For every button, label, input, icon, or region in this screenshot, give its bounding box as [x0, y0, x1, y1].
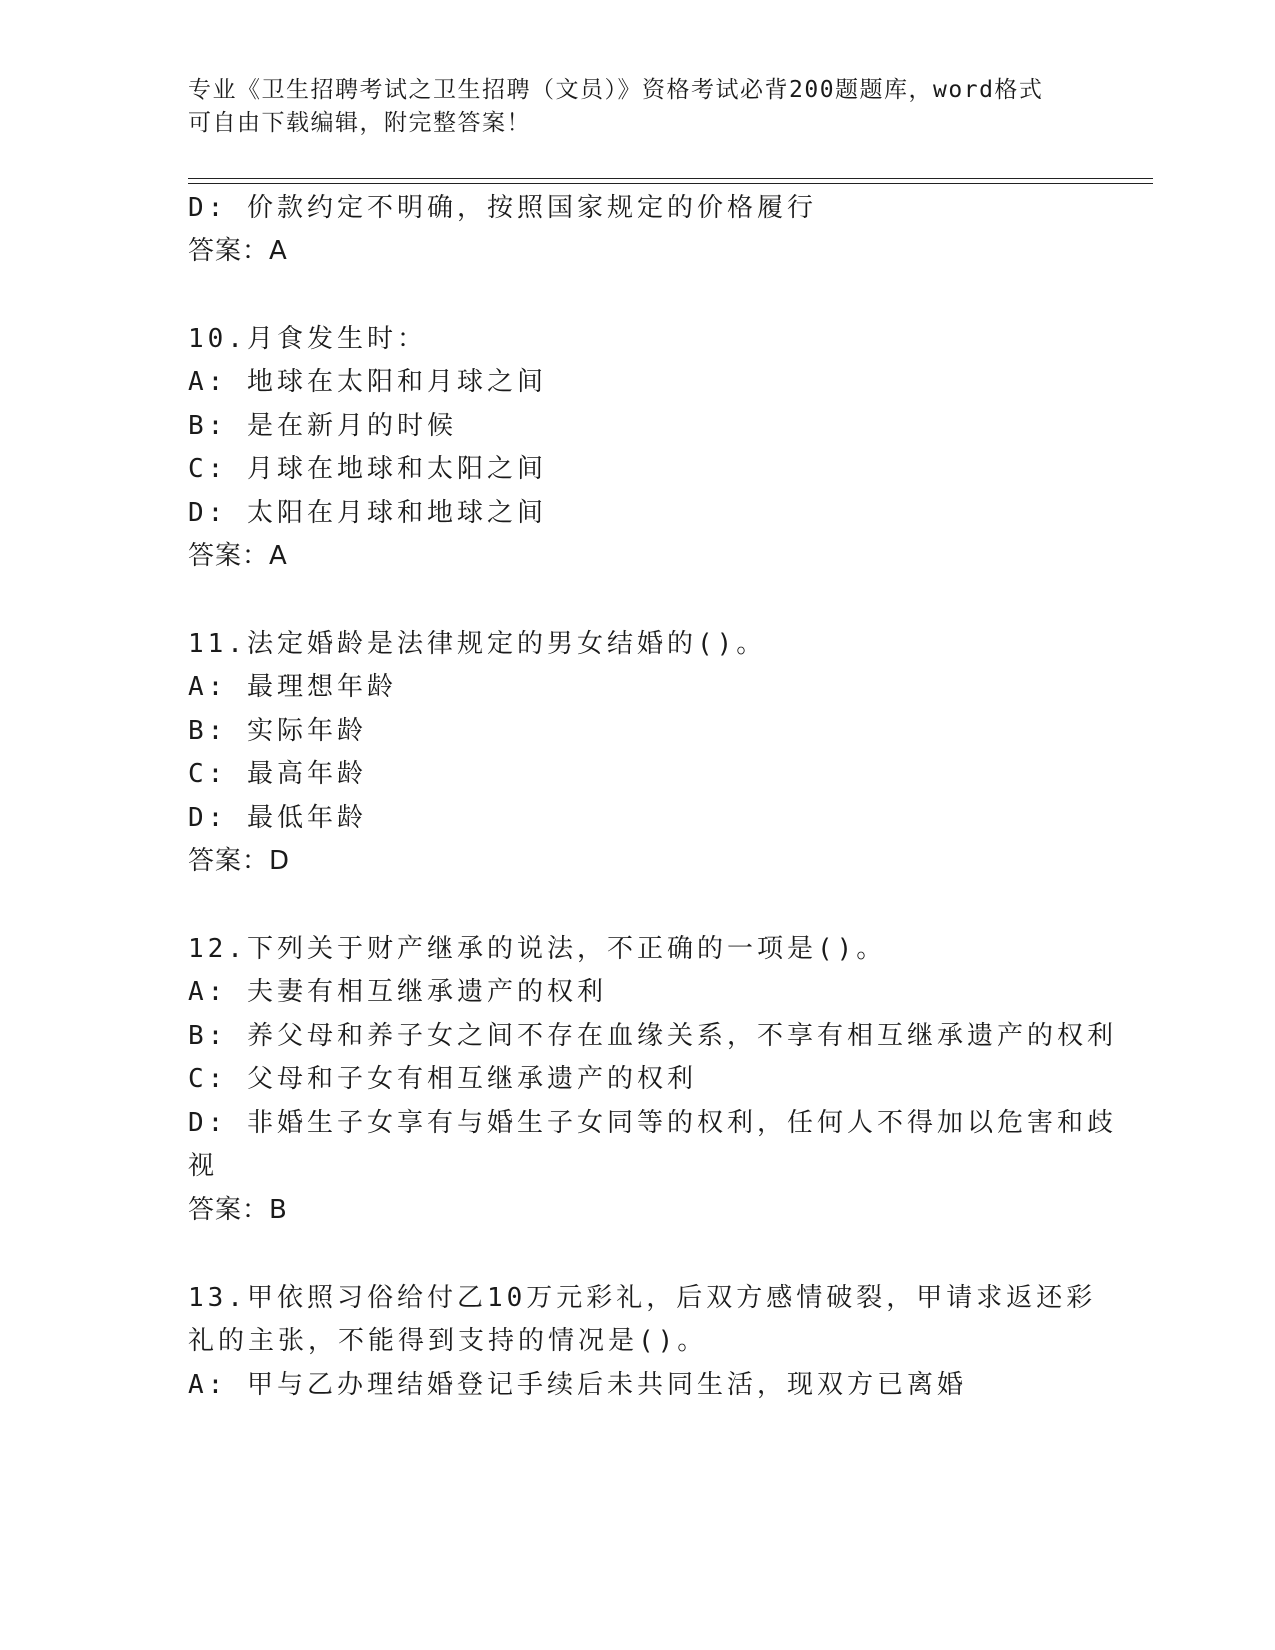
q9-answer: 答案：A: [188, 236, 288, 266]
q10-stem: 10.月食发生时：: [188, 324, 427, 354]
header-divider-bottom: [188, 183, 1153, 184]
q10-option-d: D: 太阳在月球和地球之间: [188, 498, 547, 528]
q12-option-a: A: 夫妻有相互继承遗产的权利: [188, 977, 607, 1007]
q12-answer: 答案：B: [188, 1195, 288, 1225]
q10-option-a: A: 地球在太阳和月球之间: [188, 367, 547, 397]
q11-option-b: B: 实际年龄: [188, 716, 367, 746]
q11-stem: 11.法定婚龄是法律规定的男女结婚的()。: [188, 629, 767, 659]
q10-answer: 答案：A: [188, 541, 288, 571]
q10-option-b: B: 是在新月的时候: [188, 411, 457, 441]
q12-option-c: C: 父母和子女有相互继承遗产的权利: [188, 1064, 697, 1094]
q11-option-c: C: 最高年龄: [188, 759, 367, 789]
q12-option-d-line-2: 视: [188, 1151, 219, 1181]
q12-option-d-line-1: D: 非婚生子女享有与婚生子女同等的权利，任何人不得加以危害和歧: [188, 1108, 1117, 1138]
q13-stem-line-1: 13.甲依照习俗给付乙10万元彩礼，后双方感情破裂，甲请求返还彩: [188, 1283, 1097, 1313]
q12-stem: 12.下列关于财产继承的说法，不正确的一项是()。: [188, 934, 887, 964]
header-line-2: 可自由下载编辑，附完整答案！: [188, 110, 531, 136]
q9-option-d: D: 价款约定不明确，按照国家规定的价格履行: [188, 193, 817, 223]
header-divider-top: [188, 178, 1153, 179]
q10-option-c: C: 月球在地球和太阳之间: [188, 454, 547, 484]
q13-stem-line-2: 礼的主张，不能得到支持的情况是()。: [188, 1326, 708, 1356]
q12-option-b: B: 养父母和养子女之间不存在血缘关系，不享有相互继承遗产的权利: [188, 1021, 1117, 1051]
q11-option-d: D: 最低年龄: [188, 803, 367, 833]
header-line-1: 专业《卫生招聘考试之卫生招聘（文员）》资格考试必背200题题库，word格式: [188, 77, 1044, 103]
document-header: [188, 74, 1088, 140]
q11-answer: 答案：D: [188, 846, 291, 876]
q13-option-a: A: 甲与乙办理结婚登记手续后未共同生活，现双方已离婚: [188, 1370, 967, 1400]
q11-option-a: A: 最理想年龄: [188, 672, 397, 702]
